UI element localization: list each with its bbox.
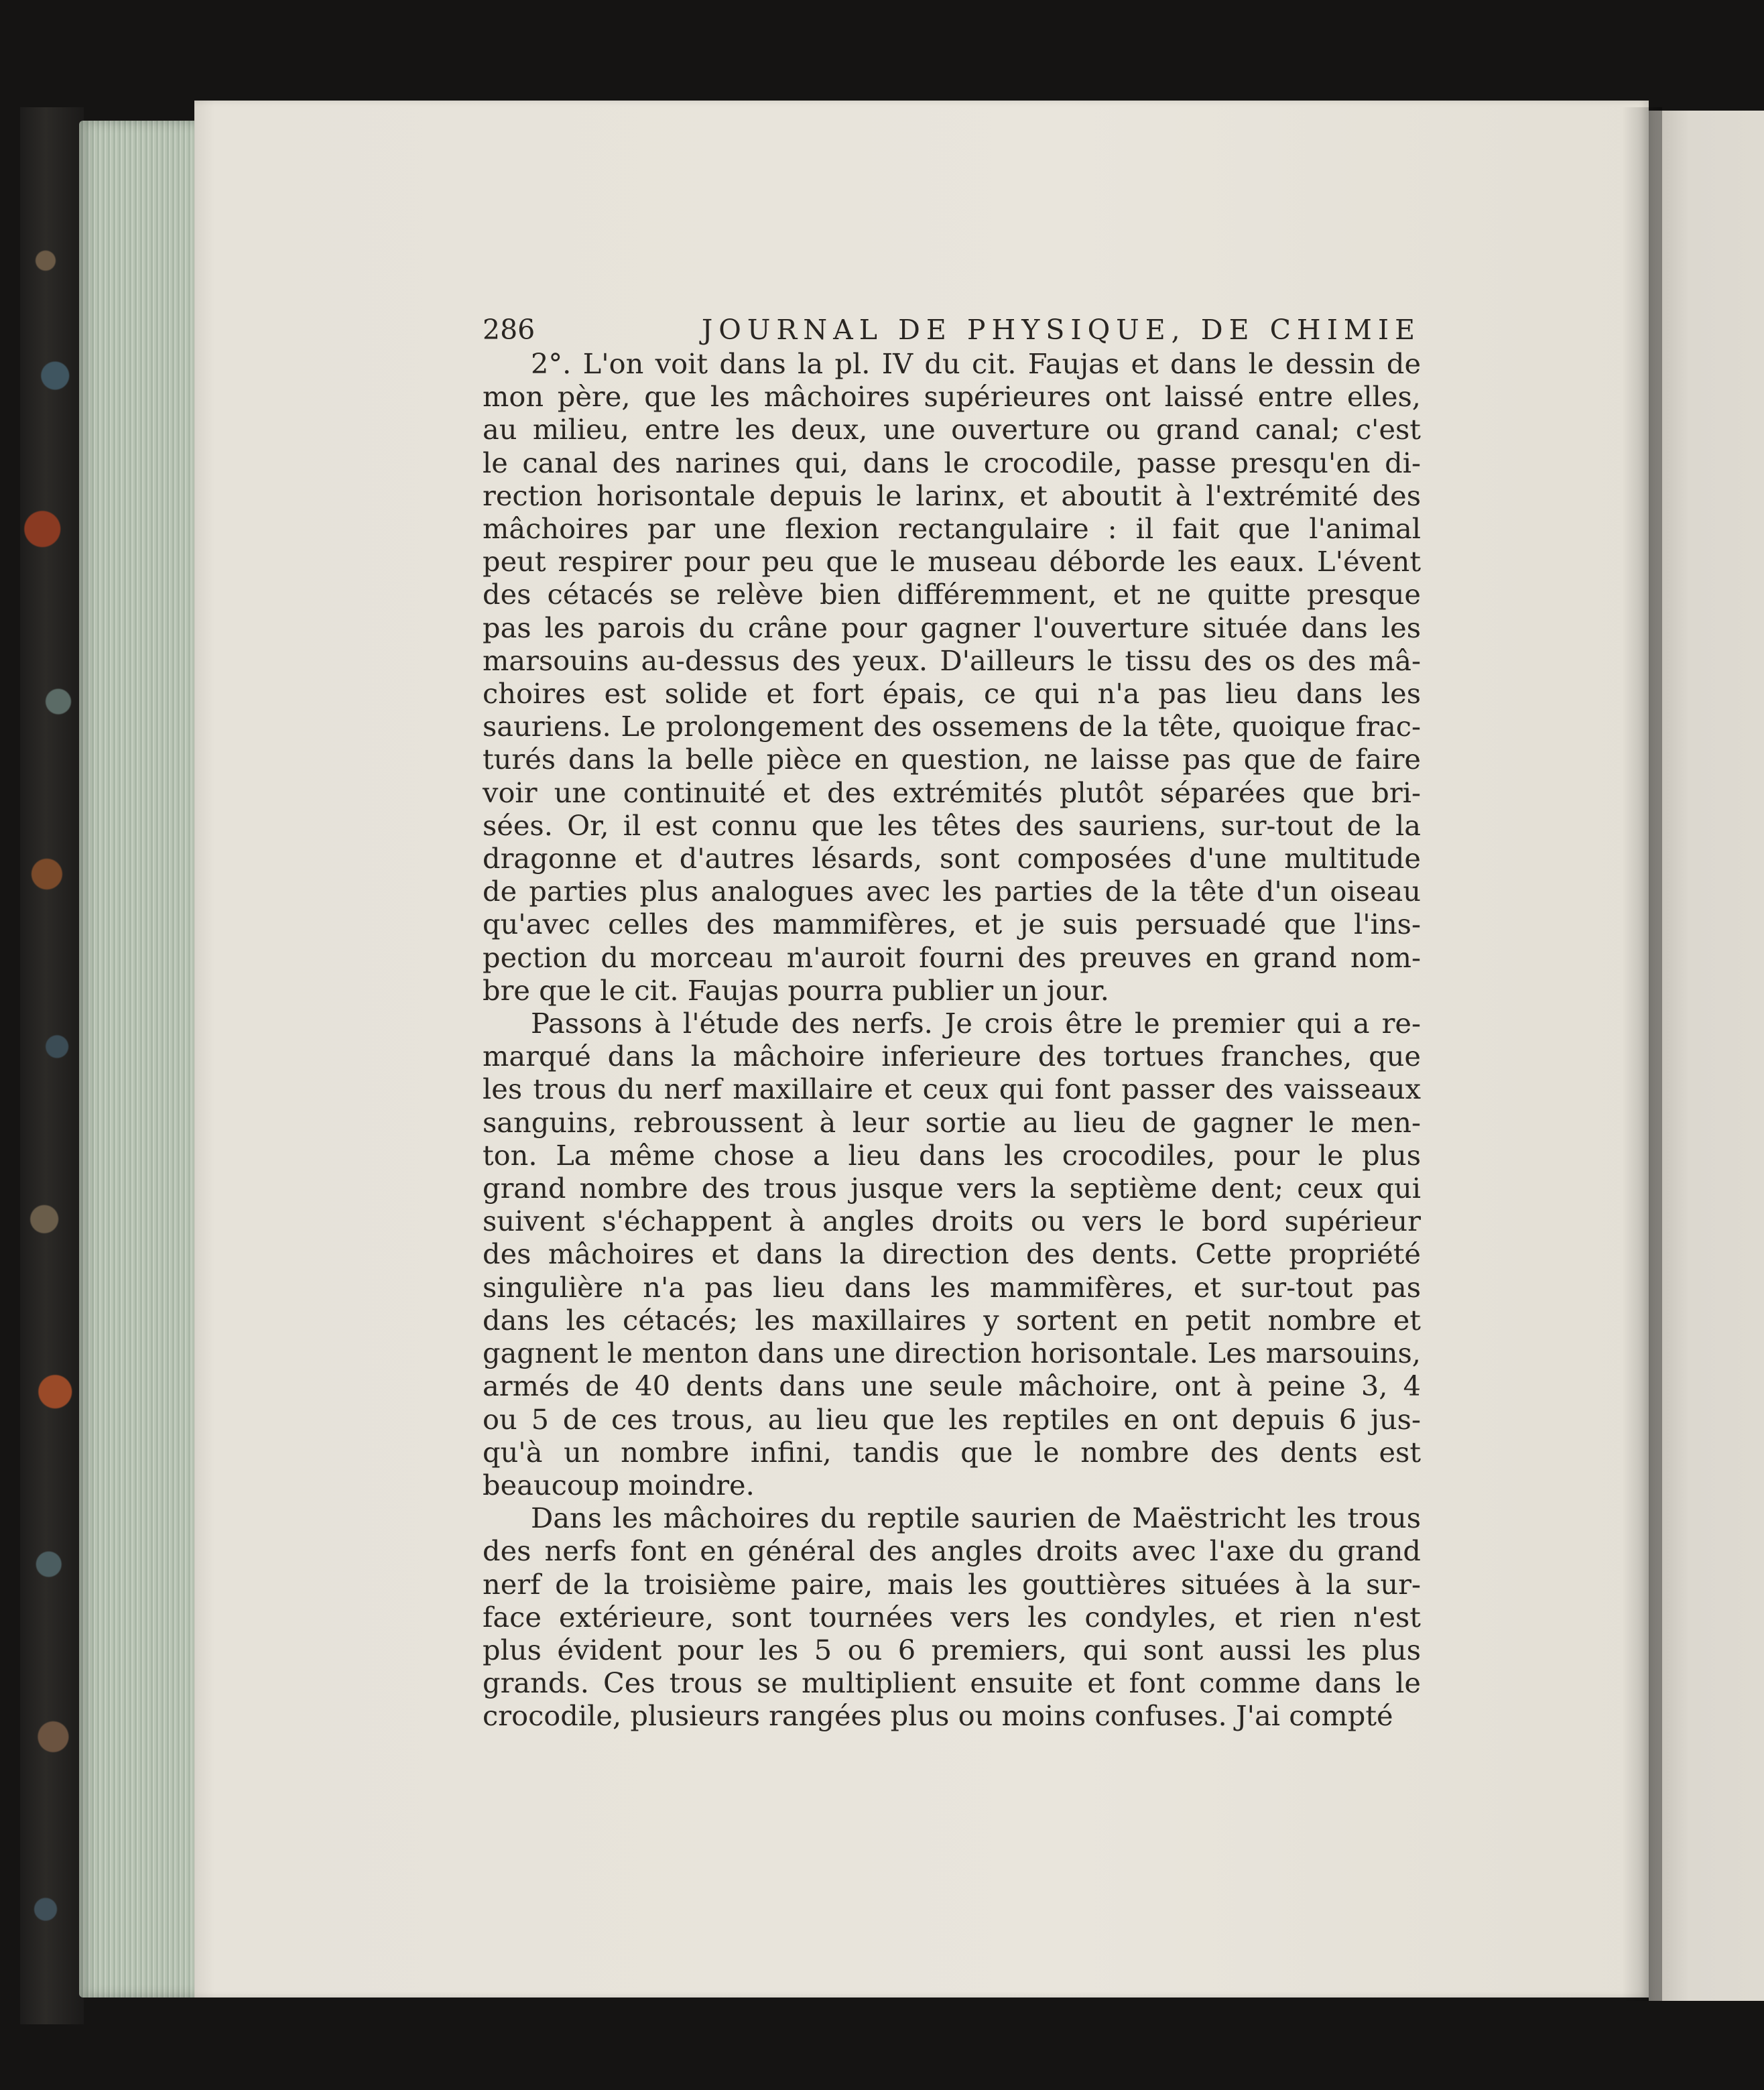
text-line: mâchoires par une flexion rectangulaire : il fait que l'animal <box>483 512 1421 546</box>
text-line: grand nombre des trous jusque vers la septième dent; ceux qui <box>483 1172 1421 1205</box>
page-number: 286 <box>483 314 536 346</box>
text-line: face extérieure, sont tournées vers les condyles, et rien n'est <box>483 1600 1421 1634</box>
text-line: peut respirer pour peu que le museau déborde les eaux. L'évent <box>483 545 1421 578</box>
gutter-shadow <box>1622 107 1662 2001</box>
body-text <box>483 347 1421 1733</box>
text-line: marqué dans la mâchoire inferieure des tortues franches, que <box>483 1040 1421 1073</box>
text-line: mon père, que les mâchoires supérieures ont laissé entre elles, <box>483 380 1421 414</box>
text-line: des cétacés se relève bien différemment, et ne quitte presque <box>483 578 1421 611</box>
text-line: sées. Or, il est connu que les têtes des sauriens, sur-tout de la <box>483 808 1421 842</box>
text-line: choires est solide et fort épais, ce qui n'a pas lieu dans les <box>483 677 1421 711</box>
text-line: pection du morceau m'auroit fourni des preuves en grand nom- <box>483 940 1421 974</box>
text-line: le canal des narines qui, dans le crocodile, passe presqu'en di- <box>483 446 1421 479</box>
text-line: 2°. L'on voit dans la pl. IV du cit. Faujas et dans le dessin de <box>531 347 1421 380</box>
facing-page-edge <box>1649 111 1764 2001</box>
text-line: marsouins au-dessus des yeux. D'ailleurs le tissu des os des mâ- <box>483 643 1421 677</box>
text-line: qu'avec celles des mammifères, et je suis persuadé que l'ins- <box>483 908 1421 941</box>
text-line: turés dans la belle pièce en question, ne laisse pas que de faire <box>483 743 1421 776</box>
paragraph <box>483 347 1421 1007</box>
text-line: Dans les mâchoires du reptile saurien de Maëstricht les trous <box>531 1501 1421 1535</box>
paragraph <box>483 1501 1421 1732</box>
text-line: rection horisontale depuis le larinx, et aboutit à l'extrémité des <box>483 479 1421 512</box>
text-line: des nerfs font en général des angles droits avec l'axe du grand <box>483 1534 1421 1568</box>
text-line: suivent s'échappent à angles droits ou vers le bord supérieur <box>483 1205 1421 1238</box>
text-line: beaucoup moindre. <box>483 1468 755 1501</box>
text-line: plus évident pour les 5 ou 6 premiers, qui sont aussi les plus <box>483 1633 1421 1666</box>
text-line: crocodile, plusieurs rangées plus ou moins confuses. J'ai compté <box>483 1699 1393 1733</box>
text-line: sanguins, rebroussent à leur sortie au lieu de gagner le men- <box>483 1105 1421 1139</box>
paragraph <box>483 1007 1421 1501</box>
text-line: gagnent le menton dans une direction horisontale. Les marsouins, <box>483 1337 1421 1370</box>
text-line: de parties plus analogues avec les parties de la tête d'un oiseau <box>483 875 1421 908</box>
text-line: ton. La même chose a lieu dans les crocodiles, pour le plus <box>483 1138 1421 1172</box>
running-header <box>483 310 1421 350</box>
text-line: grands. Ces trous se multiplient ensuite et font comme dans le <box>483 1666 1421 1700</box>
text-line: pas les parois du crâne pour gagner l'ouverture située dans les <box>483 611 1421 644</box>
text-line: bre que le cit. Faujas pourra publier un jour. <box>483 973 1109 1007</box>
text-line: au milieu, entre les deux, une ouverture ou grand canal; c'est <box>483 413 1421 446</box>
text-line: les trous du nerf maxillaire et ceux qui font passer des vaisseaux <box>483 1072 1421 1106</box>
text-line: nerf de la troisième paire, mais les gouttières situées à la sur- <box>483 1567 1421 1601</box>
text-line: voir une continuité et des extrémités plutôt séparées que bri- <box>483 776 1421 809</box>
text-line: armés de 40 dents dans une seule mâchoire, ont à peine 3, 4 <box>483 1369 1421 1403</box>
text-line: singulière n'a pas lieu dans les mammifères, et sur-tout pas <box>483 1270 1421 1304</box>
text-line: dans les cétacés; les maxillaires y sortent en petit nombre et <box>483 1303 1421 1337</box>
page-text-block <box>483 310 1421 1733</box>
text-line: Passons à l'étude des nerfs. Je crois être le premier qui a re- <box>531 1007 1421 1040</box>
running-title: JOURNAL DE PHYSIQUE, DE CHIMIE <box>701 314 1421 346</box>
page-edges <box>79 121 200 1997</box>
text-line: sauriens. Le prolongement des ossemens de la tête, quoique frac- <box>483 710 1421 743</box>
book-binding <box>20 107 84 2024</box>
text-line: dragonne et d'autres lésards, sont composées d'une multitude <box>483 842 1421 875</box>
text-line: ou 5 de ces trous, au lieu que les reptiles en ont depuis 6 jus- <box>483 1402 1421 1436</box>
text-line: qu'à un nombre infini, tandis que le nombre des dents est <box>483 1435 1421 1469</box>
text-line: des mâchoires et dans la direction des dents. Cette propriété <box>483 1237 1421 1271</box>
